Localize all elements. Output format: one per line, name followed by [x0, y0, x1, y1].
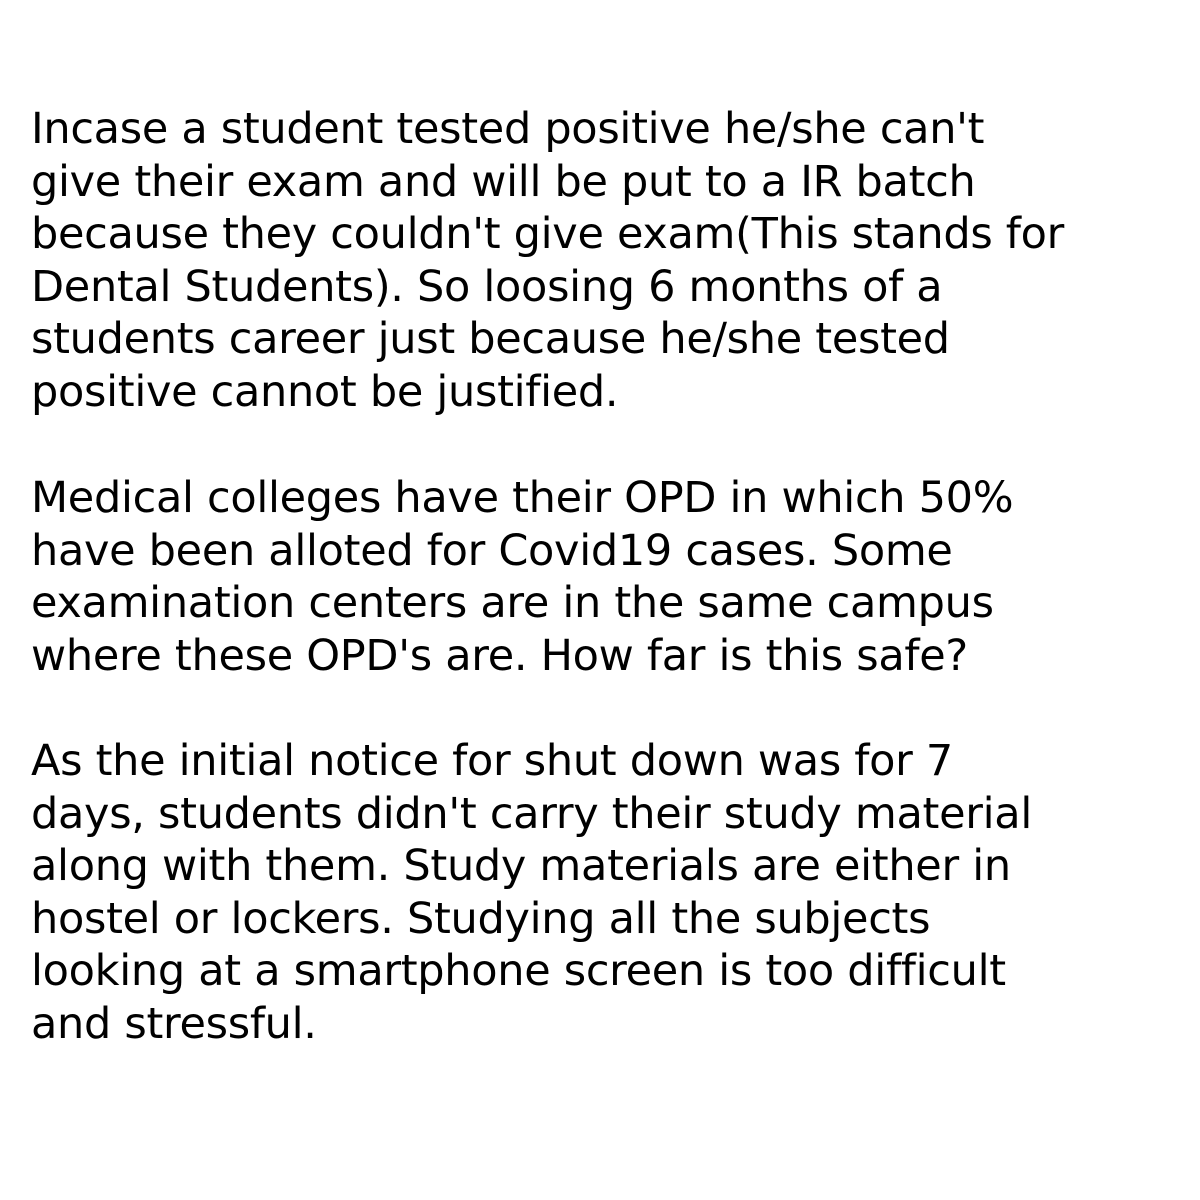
- text-line: As the initial notice for shut down was for 7: [31, 736, 953, 786]
- text-line: have been alloted for Covid19 cases. Some: [31, 525, 953, 576]
- text-line: give their exam and will be put to a IR batch: [31, 156, 976, 207]
- text-line: where these OPD's are. How far is this safe?: [31, 630, 968, 681]
- text-line: looking at a smartphone screen is too difficult: [31, 946, 1006, 996]
- paragraph-study-material: [31, 735, 1181, 1050]
- text-line: along with them. Study materials are either in: [31, 841, 1011, 891]
- text-line: Medical colleges have their OPD in which 50%: [31, 473, 1014, 523]
- text-line: examination centers are in the same campus: [31, 578, 994, 628]
- text-line: students career just because he/she tested: [31, 314, 950, 364]
- paragraph-opd-safety: [31, 472, 1181, 682]
- text-line: and stressful.: [31, 998, 317, 1049]
- paragraph-exam-positive-students: [31, 103, 1181, 418]
- text-line: Incase a student tested positive he/she can't: [31, 104, 985, 154]
- text-line: positive cannot be justified.: [31, 366, 619, 417]
- text-line: days, students didn't carry their study material: [31, 788, 1032, 839]
- text-line: hostel or lockers. Studying all the subjects: [31, 893, 931, 944]
- text-line: because they couldn't give exam(This stands for: [31, 209, 1065, 259]
- text-line: Dental Students). So loosing 6 months of a: [31, 261, 943, 312]
